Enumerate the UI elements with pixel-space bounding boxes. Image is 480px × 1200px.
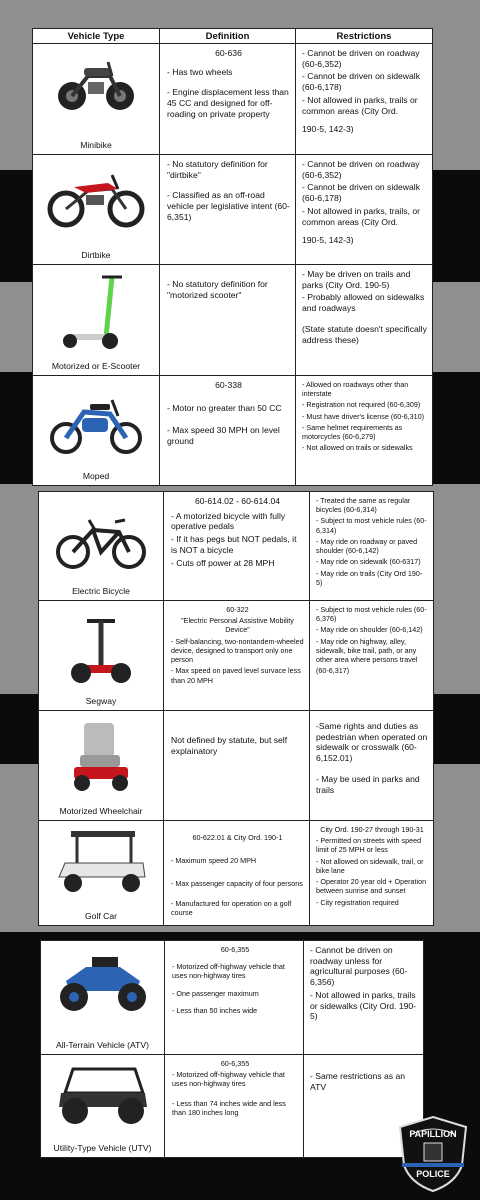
- segway-icon: [71, 615, 131, 687]
- restriction-line: - Not allowed in parks, trails or sidewalks (City Ord. 190-5): [310, 989, 417, 1022]
- vehicle-name: Utility-Type Vehicle (UTV): [53, 1143, 152, 1153]
- definition-line: - Classified as an off-road vehicle per legislative intent (60-6,351): [167, 190, 290, 222]
- restriction-line: - Cannot be driven on roadway unless for agricultural purposes (60-6,356): [310, 945, 408, 988]
- definition-line: 60-322: [226, 605, 249, 614]
- moped-icon: [48, 392, 144, 456]
- restriction-line: -Same rights and duties as pedestrian when operated on sidewalk or crosswalk (60-6,152.01): [316, 721, 428, 764]
- restriction-line: - Subject to most vehicle rules (60-6,376): [316, 605, 427, 624]
- restriction-line: - Treated the same as regular bicycles (60-6,314): [316, 496, 411, 515]
- restriction-line: - Same restrictions as an ATV: [310, 1071, 406, 1092]
- vehicle-name: Segway: [85, 696, 117, 706]
- definition-line: - Max speed on paved level survace less than 20 MPH: [171, 666, 301, 685]
- restriction-line: - Cannot be driven on roadway (60-6,352): [302, 159, 420, 180]
- definition-line: - Self-balancing, two-nontandem-wheeled device, designed to transport only one person: [171, 636, 304, 665]
- vehicle-cell: [39, 492, 164, 601]
- restrictions-cell: [296, 44, 433, 155]
- definition-line: 60-622.01 & City Ord. 190-1: [192, 833, 283, 842]
- table-row: [41, 1055, 424, 1158]
- restriction-line: - May ride on roadway or paved shoulder (60-6,142): [316, 536, 418, 556]
- definition-cell: [160, 265, 296, 376]
- restriction-line: - Cannot be driven on sidewalk (60-6,178): [302, 182, 420, 204]
- definition-line: - Max passenger capacity of four persons: [171, 879, 303, 889]
- definition-cell: [164, 711, 310, 821]
- restriction-line: - Not allowed on trails or sidewalks: [302, 443, 413, 453]
- definition-cell: [165, 941, 304, 1055]
- restrictions-cell: [296, 376, 433, 486]
- definition-line: - Less than 74 inches wide and less than 180 inches long: [172, 1098, 286, 1117]
- table-row: [39, 711, 434, 821]
- restrictions-cell: [296, 265, 433, 376]
- vehicle-cell: [33, 376, 160, 486]
- vehicle-name: All-Terrain Vehicle (ATV): [56, 1040, 149, 1050]
- table-panel-1: [32, 28, 433, 486]
- wheelchair-icon: [66, 719, 136, 795]
- restriction-line: - May ride on trails (City Ord 190-5): [316, 568, 423, 587]
- vehicle-table-1: [32, 28, 433, 486]
- vehicle-name: Dirtbike: [81, 250, 111, 260]
- vehicle-cell: [33, 155, 160, 265]
- restrictions-cell: [310, 711, 434, 821]
- vehicle-cell: [41, 1055, 165, 1158]
- restriction-line: - May ride on sidewalk (60-6317): [316, 557, 421, 567]
- ebike-icon: [55, 514, 147, 570]
- table-row: [39, 821, 434, 926]
- vehicle-name: Motorized Wheelchair: [59, 806, 143, 816]
- minibike-icon: [54, 54, 138, 114]
- vehicle-cell: [39, 711, 164, 821]
- restriction-line: - Registration not required (60-6,309): [302, 400, 421, 410]
- restriction-line: 190-5, 142-3): [302, 124, 354, 135]
- table-panel-2: [38, 491, 434, 926]
- definition-line: - If it has pegs but NOT pedals, it is NOT a bicycle: [171, 534, 297, 555]
- restriction-line: - Not allowed in parks, trails, or common areas (City Ord.: [302, 205, 420, 227]
- definition-line: - No statutory definition for "dirtbike": [167, 159, 268, 180]
- police-badge-icon: [396, 1115, 470, 1193]
- restriction-line: - City registration required: [316, 897, 399, 907]
- restrictions-cell: [310, 821, 434, 926]
- definition-line: - Maximum speed 20 MPH: [171, 856, 257, 866]
- restriction-line: - Cannot be driven on roadway (60-6,352): [302, 48, 420, 69]
- vehicle-cell: [39, 601, 164, 711]
- dirtbike-icon: [46, 165, 146, 229]
- table-panel-3: [40, 940, 424, 1158]
- vehicle-name: Motorized or E-Scooter: [51, 361, 141, 371]
- table-row: [33, 155, 433, 265]
- restriction-line: - Not allowed in parks, trails or common areas (City Ord.: [302, 94, 418, 116]
- definition-cell: [164, 601, 310, 711]
- definition-line: Not defined by statute, but self explainatory: [171, 735, 288, 756]
- definition-line: - Max speed 30 MPH on level ground: [167, 425, 280, 447]
- restriction-line: City Ord. 190-27 through 190-31: [320, 825, 424, 834]
- definition-cell: [164, 821, 310, 926]
- definition-line: - Engine displacement less than 45 CC and designed for off-roading on private property: [167, 87, 289, 119]
- definition-line: - Less than 50 inches wide: [172, 1005, 258, 1015]
- vehicle-table-3: [40, 940, 424, 1158]
- definition-cell: [164, 492, 310, 601]
- definition-line: 60-614.02 - 60-614.04: [194, 496, 281, 506]
- definition-line: - Cuts off power at 28 MPH: [171, 557, 275, 568]
- vehicle-name: Electric Bicycle: [72, 586, 130, 596]
- restriction-line: (60-6,317): [316, 666, 350, 676]
- definition-cell: [160, 155, 296, 265]
- restrictions-cell: [310, 601, 434, 711]
- table-row: [33, 376, 433, 486]
- definition-line: - Motorized off-highway vehicle that uses non-highway tires: [172, 962, 285, 981]
- scooter-icon: [58, 271, 134, 353]
- restriction-line: - Cannot be driven on sidewalk (60-6,178): [302, 71, 420, 93]
- restriction-line: - May ride on shoulder (60-6,142): [316, 625, 423, 635]
- header-vehicle-type: Vehicle Type: [33, 29, 160, 44]
- definition-line: - Has two wheels: [167, 66, 233, 77]
- table-row: [41, 941, 424, 1055]
- restriction-line: 190-5, 142-3): [302, 235, 354, 246]
- restriction-line: - Allowed on roadways other than interstate: [302, 380, 409, 399]
- restriction-line: (State statute doesn't specifically address these): [302, 323, 427, 345]
- definition-line: 60-6,355: [220, 945, 250, 954]
- restriction-line: - Must have driver's license (60-6,310): [302, 411, 425, 421]
- definition-cell: [160, 376, 296, 486]
- vehicle-cell: [41, 941, 165, 1055]
- restrictions-cell: [304, 941, 424, 1055]
- vehicle-table-2: [38, 491, 434, 926]
- restriction-line: - Probably allowed on sidewalks and roadways: [302, 292, 425, 314]
- restriction-line: - Permitted on streets with speed limit of 25 MPH or less: [316, 836, 422, 855]
- definition-line: - A motorized bicycle with fully operative pedals: [171, 510, 286, 532]
- definition-line: - One passenger maximum: [172, 988, 259, 998]
- header-definition: Definition: [160, 29, 296, 44]
- restriction-line: - Not allowed on sidewalk, trail, or bike lane: [316, 856, 424, 875]
- golf-car-icon: [51, 827, 151, 899]
- definition-line: - Motor no greater than 50 CC: [167, 402, 282, 413]
- vehicle-name: Moped: [82, 471, 110, 481]
- definition-line: - Manufactured for operation on a golf course: [171, 898, 292, 917]
- table-row: [39, 492, 434, 601]
- vehicle-cell: [33, 44, 160, 155]
- table-row: [39, 601, 434, 711]
- vehicle-cell: [39, 821, 164, 926]
- header-restrictions: Restrictions: [296, 29, 433, 44]
- definition-line: - Motorized off-highway vehicle that uses non-highway tires: [172, 1070, 285, 1089]
- definition-cell: [160, 44, 296, 155]
- restriction-line: - Operator 20 year old + Operation between sunrise and sunset: [316, 877, 427, 896]
- restriction-line: - May ride on highway, alley, sidewalk, bike trail, path, or any other area where persons travel: [316, 636, 418, 665]
- definition-line: "Electric Personal Assistive Mobility Device": [181, 616, 294, 635]
- atv-icon: [56, 947, 150, 1017]
- restriction-line: - Same helmet requirements as motorcycles (60-6,279): [302, 422, 403, 442]
- vehicle-name: Minibike: [80, 140, 112, 150]
- definition-line: - No statutory definition for "motorized scooter": [167, 279, 268, 300]
- vehicle-cell: [33, 265, 160, 376]
- restrictions-cell: [310, 492, 434, 601]
- definition-line: 60-338: [215, 380, 242, 390]
- definition-line: 60-6,355: [220, 1059, 250, 1068]
- utv-icon: [53, 1063, 153, 1129]
- vehicle-name: Golf Car: [85, 911, 117, 921]
- definition-cell: [165, 1055, 304, 1158]
- restriction-line: - Subject to most vehicle rules (60-6,314): [316, 516, 427, 535]
- restrictions-cell: [296, 155, 433, 265]
- restriction-line: - May be driven on trails and parks (City Ord. 190-5): [302, 269, 411, 290]
- definition-line: 60-636: [215, 48, 242, 58]
- badge-top-text: PAPILLION: [409, 1129, 457, 1139]
- badge-bottom-text: POLICE: [416, 1169, 450, 1179]
- table-header-row: [33, 29, 433, 44]
- restriction-line: - May be used in parks and trails: [316, 773, 420, 795]
- table-row: [33, 265, 433, 376]
- table-row: [33, 44, 433, 155]
